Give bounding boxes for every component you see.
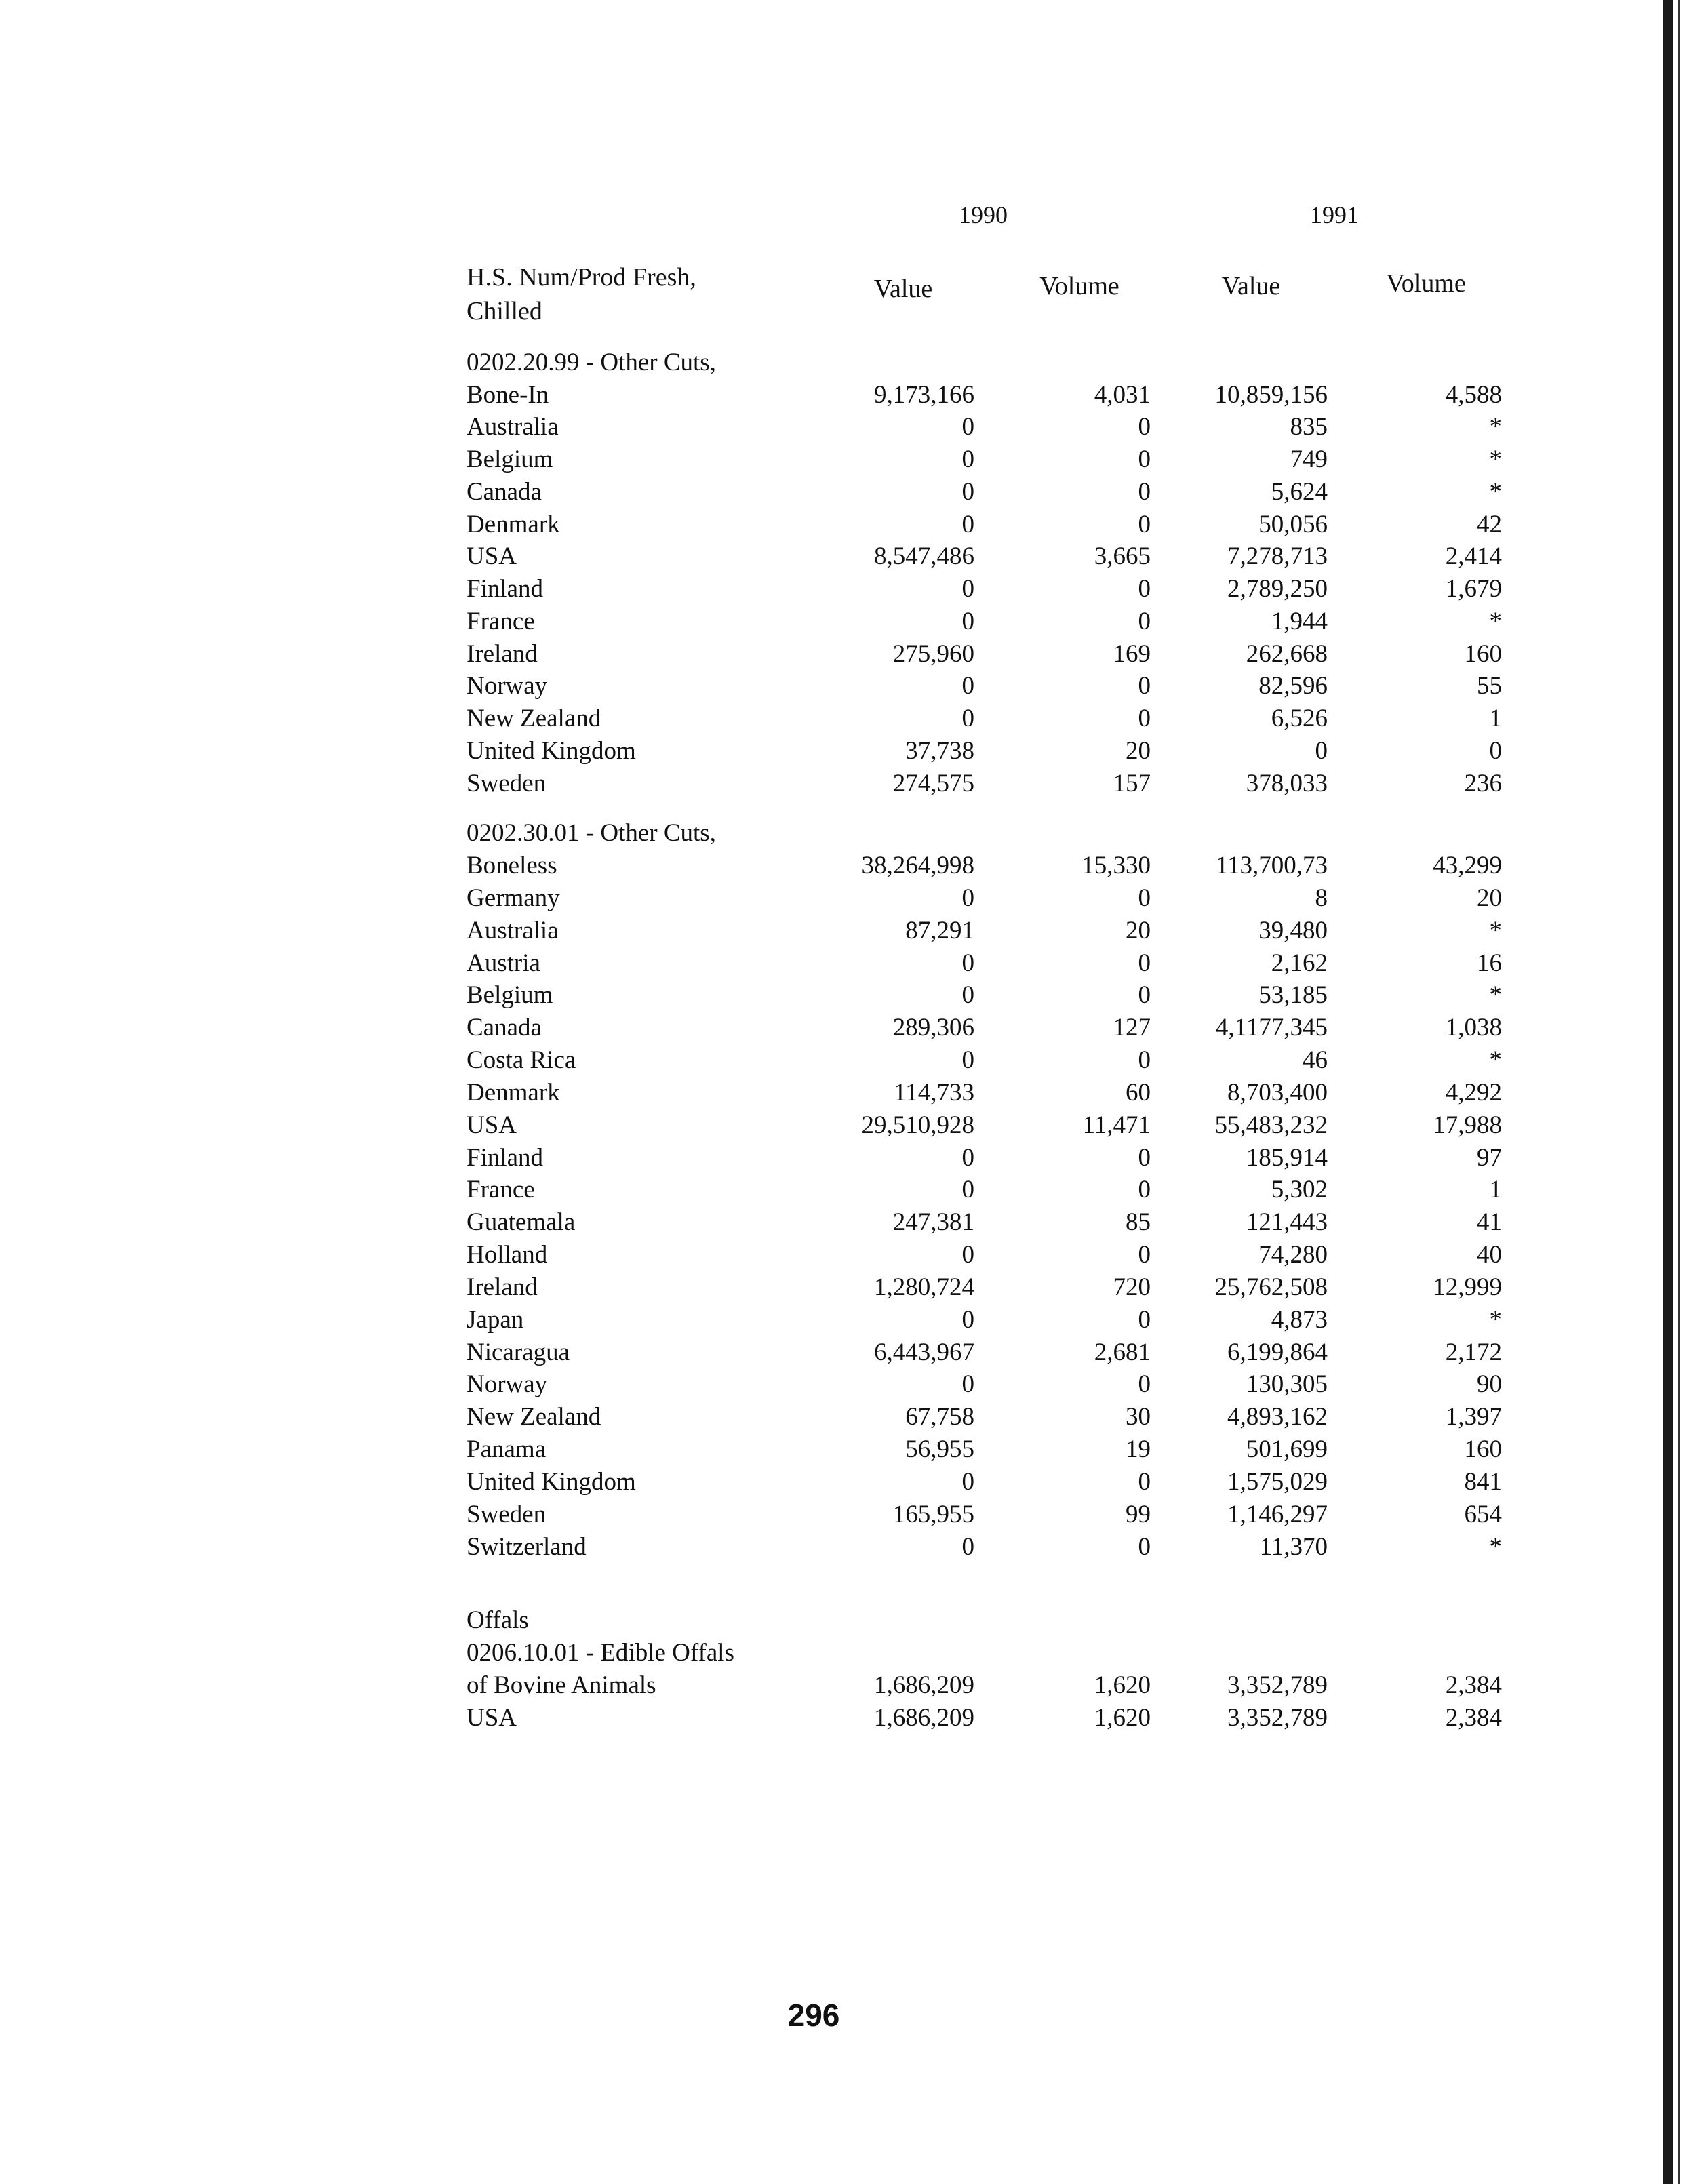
value-1990-cell: 0 (961, 478, 974, 506)
table-row (0, 1702, 1687, 1734)
value-1990-cell: 1,686,209 (874, 1704, 974, 1732)
volume-1991-cell: 90 (1477, 1370, 1502, 1398)
volume-1991-cell: 236 (1464, 770, 1502, 797)
table-row (0, 850, 1687, 882)
volume-1990-cell: 0 (1138, 672, 1151, 700)
value-1991-cell: 46 (1303, 1046, 1328, 1074)
value-1991-cell: 378,033 (1246, 770, 1328, 797)
volume-1990-cell: 3,665 (1094, 542, 1151, 570)
value-1991-cell: 130,305 (1246, 1370, 1328, 1398)
value-1990-cell: 114,733 (894, 1079, 974, 1107)
volume-1990-cell: 0 (1138, 608, 1151, 635)
volume-1990-cell: 1,620 (1094, 1671, 1151, 1699)
table-row (0, 979, 1687, 1012)
row-label: Finland (467, 575, 544, 603)
volume-1991-cell: 12,999 (1433, 1273, 1502, 1301)
value-1991-cell: 6,526 (1271, 704, 1328, 732)
value-1991-cell: 3,352,789 (1227, 1704, 1328, 1732)
value-1990-cell: 37,738 (905, 737, 974, 765)
value-1991-cell: 1,575,029 (1227, 1468, 1328, 1496)
value-1991-cell: 2,789,250 (1227, 575, 1328, 603)
value-1991-cell: 25,762,508 (1214, 1273, 1328, 1301)
volume-1991-cell: 2,414 (1445, 542, 1502, 570)
volume-1991-cell: 43,299 (1433, 852, 1502, 879)
volume-1990-cell: 0 (1138, 478, 1151, 506)
volume-1990-cell: 0 (1138, 445, 1151, 473)
row-label: USA (467, 1111, 517, 1139)
table-row (0, 540, 1687, 573)
row-label: Ireland (467, 1273, 538, 1301)
column-header-value-1990: Value (873, 275, 933, 303)
row-label: France (467, 608, 535, 635)
row-label: Nicaragua (467, 1338, 570, 1366)
value-1990-cell: 0 (961, 1468, 974, 1496)
column-header-value-1991: Value (1221, 272, 1281, 300)
volume-1990-cell: 0 (1138, 1144, 1151, 1172)
value-1990-cell: 87,291 (905, 917, 974, 945)
value-1991-cell: 53,185 (1258, 981, 1328, 1009)
volume-1991-cell: 1 (1489, 1176, 1502, 1204)
row-label: New Zealand (467, 1403, 601, 1431)
table-row (0, 1044, 1687, 1077)
row-label: of Bovine Animals (467, 1671, 656, 1699)
product-column-header: H.S. Num/Prod Fresh, Chilled (467, 263, 696, 325)
value-1990-cell: 1,686,209 (874, 1671, 974, 1699)
value-1990-cell: 0 (961, 949, 974, 977)
row-label: Switzerland (467, 1533, 587, 1561)
volume-1991-cell: * (1489, 445, 1502, 473)
volume-1990-cell: 1,620 (1094, 1704, 1151, 1732)
value-1991-cell: 55,483,232 (1214, 1111, 1328, 1139)
value-1990-cell: 0 (961, 608, 974, 635)
volume-1990-cell: 85 (1126, 1208, 1151, 1236)
volume-1991-cell: * (1489, 608, 1502, 635)
row-label: Costa Rica (467, 1046, 576, 1074)
volume-1990-cell: 60 (1126, 1079, 1151, 1107)
value-1991-cell: 749 (1290, 445, 1328, 473)
table-row (0, 1669, 1687, 1702)
volume-1991-cell: 40 (1477, 1241, 1502, 1269)
table-row (0, 346, 1687, 379)
row-label: USA (467, 1704, 517, 1732)
volume-1991-cell: * (1489, 1306, 1502, 1334)
table-row (0, 768, 1687, 800)
row-label: United Kingdom (467, 1468, 636, 1496)
volume-1990-cell: 169 (1113, 640, 1151, 668)
table-row (0, 1174, 1687, 1206)
table-row (0, 476, 1687, 509)
row-label: Sweden (467, 1501, 547, 1528)
value-1990-cell: 9,173,166 (874, 381, 974, 409)
volume-1990-cell: 30 (1126, 1403, 1151, 1431)
volume-1990-cell: 0 (1138, 981, 1151, 1009)
volume-1991-cell: * (1489, 917, 1502, 945)
volume-1991-cell: * (1489, 1533, 1502, 1561)
volume-1990-cell: 0 (1138, 1241, 1151, 1269)
volume-1991-cell: 841 (1464, 1468, 1502, 1496)
value-1991-cell: 262,668 (1246, 640, 1328, 668)
row-label: Bone-In (467, 381, 549, 409)
value-1990-cell: 56,955 (905, 1435, 974, 1463)
volume-1991-cell: 97 (1477, 1144, 1502, 1172)
table-row (0, 1433, 1687, 1466)
volume-1990-cell: 127 (1113, 1014, 1151, 1041)
table-row (0, 379, 1687, 412)
table-row (0, 1239, 1687, 1271)
value-1990-cell: 1,280,724 (874, 1273, 974, 1301)
row-label: New Zealand (467, 704, 601, 732)
table-row (0, 1271, 1687, 1304)
table-row (0, 1142, 1687, 1174)
row-label: Ireland (467, 640, 538, 668)
volume-1990-cell: 0 (1138, 1046, 1151, 1074)
value-1990-cell: 0 (961, 1306, 974, 1334)
volume-1991-cell: * (1489, 413, 1502, 441)
row-label: Offals (467, 1606, 529, 1634)
row-label: Australia (467, 413, 559, 441)
value-1990-cell: 67,758 (905, 1403, 974, 1431)
table-row (0, 670, 1687, 702)
table-row (0, 1498, 1687, 1531)
value-1991-cell: 1,944 (1271, 608, 1328, 635)
volume-1990-cell: 20 (1126, 737, 1151, 765)
row-label: Austria (467, 949, 540, 977)
volume-1991-cell: 2,384 (1445, 1704, 1502, 1732)
row-label: France (467, 1176, 535, 1204)
table-row (0, 1012, 1687, 1044)
volume-1991-cell: 1,679 (1445, 575, 1502, 603)
table-row (0, 882, 1687, 915)
row-label: Finland (467, 1144, 544, 1172)
value-1990-cell: 0 (961, 511, 974, 538)
row-label: Panama (467, 1435, 547, 1463)
row-label: 0206.10.01 - Edible Offals (467, 1639, 734, 1667)
value-1990-cell: 0 (961, 1046, 974, 1074)
volume-1991-cell: 4,588 (1445, 381, 1502, 409)
volume-1991-cell: 4,292 (1445, 1079, 1502, 1107)
table-row (0, 947, 1687, 980)
volume-1990-cell: 0 (1138, 413, 1151, 441)
value-1990-cell: 275,960 (892, 640, 974, 668)
value-1991-cell: 1,146,297 (1227, 1501, 1328, 1528)
value-1991-cell: 74,280 (1258, 1241, 1328, 1269)
volume-1990-cell: 0 (1138, 1176, 1151, 1204)
table-row (0, 573, 1687, 605)
value-1990-cell: 0 (961, 1370, 974, 1398)
volume-1990-cell: 20 (1126, 917, 1151, 945)
volume-1991-cell: 16 (1477, 949, 1502, 977)
value-1990-cell: 0 (961, 981, 974, 1009)
volume-1991-cell: 41 (1477, 1208, 1502, 1236)
value-1991-cell: 7,278,713 (1227, 542, 1328, 570)
value-1990-cell: 0 (961, 672, 974, 700)
volume-1991-cell: 1,038 (1445, 1014, 1502, 1041)
value-1990-cell: 165,955 (892, 1501, 974, 1528)
value-1990-cell: 6,443,967 (874, 1338, 974, 1366)
volume-1990-cell: 0 (1138, 1533, 1151, 1561)
volume-1991-cell: * (1489, 1046, 1502, 1074)
value-1990-cell: 0 (961, 445, 974, 473)
value-1991-cell: 50,056 (1258, 511, 1328, 538)
table-row (0, 1206, 1687, 1239)
table-row (0, 509, 1687, 541)
row-label: USA (467, 542, 517, 570)
table-row (0, 443, 1687, 476)
volume-1990-cell: 157 (1113, 770, 1151, 797)
value-1991-cell: 10,859,156 (1214, 381, 1328, 409)
value-1991-cell: 113,700,73 (1215, 852, 1328, 879)
value-1991-cell: 4,893,162 (1227, 1403, 1328, 1431)
row-label: Norway (467, 1370, 548, 1398)
row-label: Sweden (467, 770, 547, 797)
row-label: Belgium (467, 981, 553, 1009)
row-label: Denmark (467, 511, 560, 538)
row-label: Japan (467, 1306, 524, 1334)
value-1990-cell: 0 (961, 575, 974, 603)
volume-1991-cell: 17,988 (1433, 1111, 1502, 1139)
table-row (0, 411, 1687, 443)
volume-1990-cell: 99 (1126, 1501, 1151, 1528)
table-row (0, 817, 1687, 850)
value-1991-cell: 5,624 (1271, 478, 1328, 506)
value-1991-cell: 3,352,789 (1227, 1671, 1328, 1699)
volume-1990-cell: 720 (1113, 1273, 1151, 1301)
volume-1991-cell: 42 (1477, 511, 1502, 538)
volume-1991-cell: 1,397 (1445, 1403, 1502, 1431)
page-number: 296 (787, 1998, 840, 2033)
volume-1990-cell: 0 (1138, 1468, 1151, 1496)
row-label: Norway (467, 672, 548, 700)
table-row (0, 1109, 1687, 1142)
row-label: Boneless (467, 852, 557, 879)
value-1990-cell: 0 (961, 884, 974, 912)
value-1991-cell: 6,199,864 (1227, 1338, 1328, 1366)
row-label: Canada (467, 478, 542, 506)
value-1991-cell: 121,443 (1246, 1208, 1328, 1236)
value-1991-cell: 501,699 (1246, 1435, 1328, 1463)
volume-1991-cell: 0 (1489, 737, 1502, 765)
value-1990-cell: 0 (961, 1144, 974, 1172)
volume-1990-cell: 0 (1138, 704, 1151, 732)
volume-1991-cell: 2,384 (1445, 1671, 1502, 1699)
volume-1990-cell: 15,330 (1081, 852, 1151, 879)
volume-1991-cell: * (1489, 981, 1502, 1009)
value-1990-cell: 29,510,928 (861, 1111, 974, 1139)
value-1990-cell: 0 (961, 413, 974, 441)
value-1991-cell: 835 (1290, 413, 1328, 441)
year-header-1990: 1990 (959, 201, 1008, 229)
value-1990-cell: 0 (961, 704, 974, 732)
volume-1990-cell: 0 (1138, 575, 1151, 603)
row-label: Canada (467, 1014, 542, 1041)
volume-1990-cell: 19 (1126, 1435, 1151, 1463)
table-row (0, 638, 1687, 671)
value-1990-cell: 247,381 (892, 1208, 974, 1236)
table-row (0, 1336, 1687, 1369)
volume-1991-cell: 1 (1489, 704, 1502, 732)
value-1990-cell: 38,264,998 (861, 852, 974, 879)
volume-1991-cell: * (1489, 478, 1502, 506)
value-1991-cell: 4,873 (1271, 1306, 1328, 1334)
volume-1991-cell: 160 (1464, 1435, 1502, 1463)
table-row (0, 1604, 1687, 1637)
volume-1991-cell: 20 (1477, 884, 1502, 912)
value-1990-cell: 0 (961, 1176, 974, 1204)
row-label: Belgium (467, 445, 553, 473)
volume-1990-cell: 0 (1138, 1306, 1151, 1334)
table-row (0, 1401, 1687, 1433)
table-row (0, 1637, 1687, 1669)
value-1991-cell: 4,1177,345 (1215, 1014, 1328, 1041)
column-header-volume-1990: Volume (1039, 272, 1119, 300)
value-1991-cell: 39,480 (1258, 917, 1328, 945)
table-row (0, 1304, 1687, 1336)
column-header-volume-1991: Volume (1386, 269, 1466, 298)
volume-1990-cell: 0 (1138, 511, 1151, 538)
value-1991-cell: 8 (1315, 884, 1328, 912)
table-row (0, 1531, 1687, 1564)
volume-1990-cell: 11,471 (1082, 1111, 1151, 1139)
table-row (0, 1466, 1687, 1498)
volume-1990-cell: 0 (1138, 949, 1151, 977)
row-label: Guatemala (467, 1208, 576, 1236)
value-1991-cell: 2,162 (1271, 949, 1328, 977)
table-row (0, 702, 1687, 735)
row-label: United Kingdom (467, 737, 636, 765)
volume-1990-cell: 2,681 (1094, 1338, 1151, 1366)
value-1991-cell: 0 (1315, 737, 1328, 765)
value-1990-cell: 274,575 (892, 770, 974, 797)
row-label: Denmark (467, 1079, 560, 1107)
volume-1991-cell: 654 (1464, 1501, 1502, 1528)
row-label: Germany (467, 884, 560, 912)
table-row (0, 1368, 1687, 1401)
volume-1990-cell: 0 (1138, 1370, 1151, 1398)
row-label: Holland (467, 1241, 548, 1269)
year-header-1991: 1991 (1310, 201, 1359, 229)
row-label: 0202.20.99 - Other Cuts, (467, 349, 716, 376)
table-row (0, 915, 1687, 947)
value-1990-cell: 0 (961, 1533, 974, 1561)
table-row (0, 605, 1687, 638)
table-row (0, 1077, 1687, 1109)
row-label: 0202.30.01 - Other Cuts, (467, 819, 716, 847)
volume-1991-cell: 55 (1477, 672, 1502, 700)
value-1991-cell: 82,596 (1258, 672, 1328, 700)
table-row (0, 735, 1687, 768)
value-1990-cell: 8,547,486 (874, 542, 974, 570)
volume-1991-cell: 160 (1464, 640, 1502, 668)
value-1990-cell: 0 (961, 1241, 974, 1269)
volume-1990-cell: 4,031 (1094, 381, 1151, 409)
value-1990-cell: 289,306 (892, 1014, 974, 1041)
volume-1990-cell: 0 (1138, 884, 1151, 912)
row-label: Australia (467, 917, 559, 945)
value-1991-cell: 5,302 (1271, 1176, 1328, 1204)
value-1991-cell: 8,703,400 (1227, 1079, 1328, 1107)
value-1991-cell: 185,914 (1246, 1144, 1328, 1172)
volume-1991-cell: 2,172 (1445, 1338, 1502, 1366)
value-1991-cell: 11,370 (1259, 1533, 1328, 1561)
